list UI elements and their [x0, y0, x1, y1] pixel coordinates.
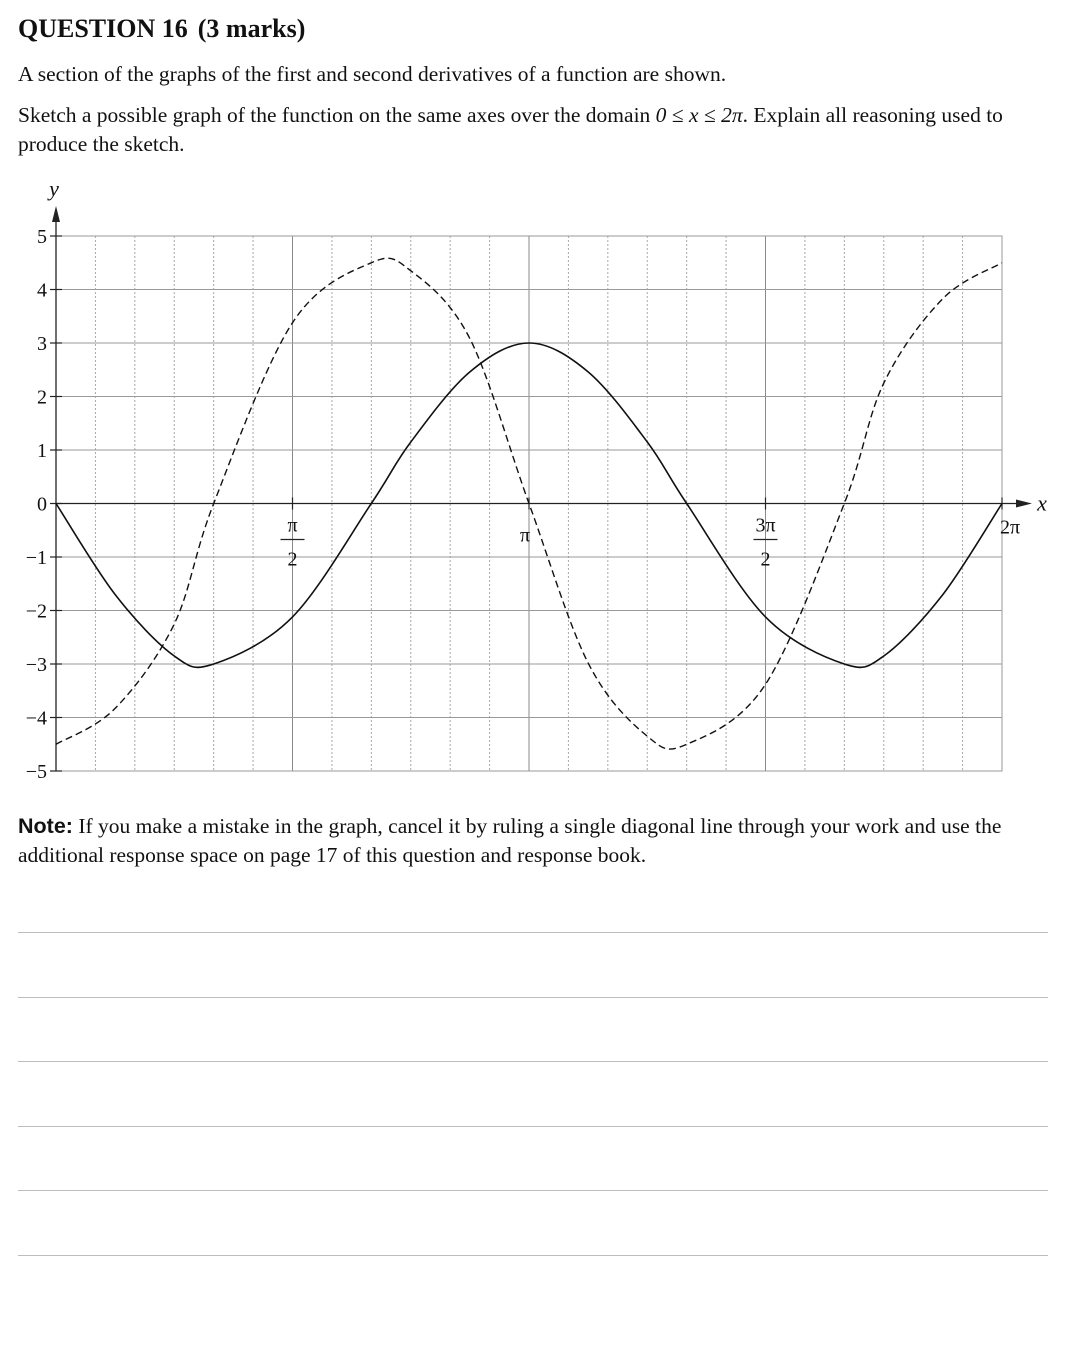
note-label: Note:: [18, 814, 73, 838]
question-intro: A section of the graphs of the first and second derivatives of a function are shown.: [18, 62, 727, 86]
x-tick-label: 2π: [999, 516, 1021, 539]
x-tick-label-numerator: π: [287, 514, 298, 537]
y-axis-label: y: [49, 176, 59, 201]
y-tick-label: −2: [25, 600, 47, 623]
y-tick-label: −4: [25, 707, 47, 730]
x-tick-label: π: [519, 524, 531, 547]
y-tick-label: 4: [37, 279, 47, 302]
x-axis-label: x: [1037, 490, 1047, 516]
y-tick-label: −1: [25, 547, 47, 569]
y-tick-label: 0: [37, 493, 47, 516]
note: [18, 812, 1063, 870]
y-tick-label: −3: [25, 654, 47, 676]
task-text-end: . Explain all reasoning used to produce the sketch.: [18, 103, 1003, 156]
y-tick-label: −5: [25, 761, 47, 783]
response-line[interactable]: [18, 1255, 1048, 1256]
x-tick-label-denominator: 2: [287, 548, 298, 571]
response-line[interactable]: [18, 997, 1048, 998]
y-tick-label: 2: [37, 386, 47, 409]
y-tick-label: 5: [37, 226, 47, 248]
derivatives-chart[interactable]: [0, 170, 1080, 790]
x-tick-label-denominator: 2: [760, 548, 771, 571]
response-line[interactable]: [18, 1061, 1048, 1062]
y-axis-arrow: [52, 206, 60, 222]
question-title: QUESTION 16: [18, 14, 188, 43]
y-tick-label: 1: [37, 440, 47, 462]
x-axis-arrow: [1016, 500, 1032, 508]
question-marks: (3 marks): [197, 14, 306, 43]
y-tick-label: 3: [37, 333, 47, 355]
response-line[interactable]: [18, 932, 1048, 933]
response-line[interactable]: [18, 1126, 1048, 1127]
response-line[interactable]: [18, 1190, 1048, 1191]
x-tick-label-numerator: 3π: [755, 514, 776, 537]
note-text: If you make a mistake in the graph, cancel it by ruling a single diagonal line through your work and use the additional response space on page 17 of this question and response book.: [18, 814, 1002, 867]
question-heading: [18, 14, 305, 44]
task-domain: 0 ≤ x ≤ 2π: [655, 103, 743, 127]
task-text-start: Sketch a possible graph of the function on the same axes over the domain: [18, 103, 656, 127]
question-task: [18, 101, 1063, 159]
